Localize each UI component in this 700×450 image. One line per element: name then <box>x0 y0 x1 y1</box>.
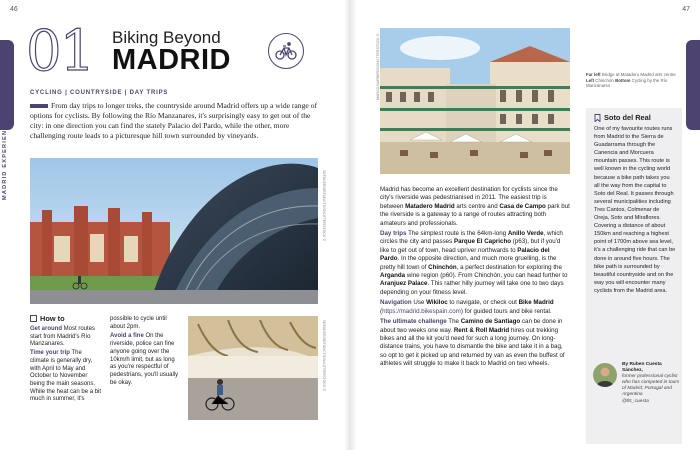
caption-text-left: Chinchón <box>594 77 616 83</box>
how-to-heading <box>30 314 102 323</box>
caption-label-left: Left <box>586 77 595 83</box>
wikiloc: Wikiloc <box>426 299 448 307</box>
bridge-photo-illustration <box>30 158 318 304</box>
p2-text-m: . This rather hilly journey will take one to two days depending on your fitness level. <box>380 280 564 296</box>
p3-text-f: ) for guided tours and bike rental. <box>460 307 552 315</box>
how-to-column-2 <box>110 316 182 387</box>
title-line-1: Biking Beyond <box>112 28 221 47</box>
photo-credit-bottom: SEFAKER/DEFUNCTS/SHUTTERSTOCK © <box>322 320 326 392</box>
page-number-right: 47 <box>682 6 690 13</box>
caption-label-bottom: Bottom <box>615 77 631 83</box>
p4-text-e: hires out trekking bikes and all the kit you'd need for such a long journey. On long-distance trains, you have to dismantle the bike and take it in a bag, so opt to get it picked up and returned by van as even the buffest of athletes will struggle to make it back to Madrid on two wheels. <box>380 326 565 368</box>
paragraph-navigation <box>380 299 570 316</box>
p1-text-c: arts centre and <box>454 202 500 210</box>
get-around-block <box>30 326 102 349</box>
paragraph-day-trips <box>380 230 570 297</box>
caption-text-far-left: Bridge at Matadero Madrid arts centre <box>600 72 676 77</box>
camino-de-santiago: Camino de Santiago <box>460 318 521 326</box>
intro-text: From day trips to longer treks, the countryside around Madrid offers up a wide range of options for cyclists. By following the Río Manzanares, it's surprisingly easy to get out of the city: in one direction you can find the stately Palacio del Pardo, while the other, more challenging route leads to a picturesque hill town surrounded by vineyards. <box>30 101 317 140</box>
p4-text-c: can be done in about two weeks one way. <box>380 318 563 334</box>
gutter-shadow <box>344 0 356 450</box>
p1-text-a: Madrid has become an excellent destination for cyclists since the city's riverside was pedestrianised in 2011. The easiest trip is between <box>380 186 558 210</box>
bike-madrid: Bike Madrid <box>518 299 554 307</box>
sidebar-heading <box>594 113 651 122</box>
author-handle: @ftc_cuesta <box>622 398 649 404</box>
caption-text-bottom: Cycling by the Río Manzanares <box>586 77 668 89</box>
p4-text-a: The <box>446 318 461 326</box>
paragraph-intro <box>380 186 570 228</box>
palacio-del-pardo: Palacio del Pardo <box>380 246 550 263</box>
time-trip-label: Time your trip <box>30 350 70 357</box>
matadero-madrid: Matadero Madrid <box>405 202 455 210</box>
day-trips-label: Day trips <box>380 230 407 238</box>
right-body-text <box>380 186 570 371</box>
plaza-photo-illustration <box>380 28 570 174</box>
how-to-column-1 <box>30 314 102 404</box>
side-label-left: MADRID EXPERIENCES <box>2 114 8 200</box>
avoid-fine-text: On the riverside, police can fine anyone going over the 10km/h limit, but as long as you're respectful of pedestrians, you'll usually be okay. <box>110 333 179 386</box>
p2-text-g: . In the opposite direction, and much more gruelling, is the pretty hill town of <box>380 255 557 271</box>
avoid-fine-label: Avoid a fine <box>110 333 144 340</box>
photo-chinchon-plaza <box>380 28 570 174</box>
p2-text-e: (p63), but if you'd like to get out of town, head upriver northwards to <box>380 238 561 254</box>
photo-credit-top: SEFAKER/DEFUNCTS/SHUTTERSTOCK © <box>322 170 326 242</box>
arganda: Arganda <box>380 272 406 280</box>
p2-text-k: wine region (p60). From Chinchón, you can head further to <box>405 272 568 280</box>
author-avatar <box>593 363 617 387</box>
photo-captions <box>586 72 681 89</box>
navigation-label: Navigation <box>380 299 412 307</box>
intro-bar <box>30 104 48 108</box>
how-to-heading-text: How to <box>40 314 65 323</box>
side-tab-right <box>686 40 700 130</box>
photo-cyclist-river <box>188 316 318 420</box>
time-trip-block <box>30 350 102 404</box>
avoid-fine-block <box>110 333 182 387</box>
paragraph-ultimate-challenge <box>380 318 570 368</box>
ultimate-challenge-label: The ultimate challenge <box>380 318 447 326</box>
page-number-left: 46 <box>10 6 18 13</box>
rent-and-roll-madrid: Rent & Roll Madrid <box>453 326 510 334</box>
get-around-text: Most routes start from Madrid's Río Manzanares. <box>30 326 96 348</box>
p3-text-a: Use <box>411 299 427 307</box>
parque-el-capricho: Parque El Capricho <box>453 238 512 246</box>
author-role: former professional cyclist who has competed in tours of Madrid, Portugal and Argentina <box>622 374 680 398</box>
chinchon: Chinchón <box>428 263 457 271</box>
sidebar-heading-text: Soto del Real <box>604 113 651 122</box>
how-to-continued: possible to cycle until about 2pm. <box>110 316 167 330</box>
time-trip-text: The climate is generally dry, with April to May and October to November being the main seasons. While the heat can be a bit much in summer, it's <box>30 350 102 403</box>
author-credit <box>622 362 680 405</box>
chapter-number: 01 <box>26 19 94 84</box>
bicycle-icon <box>274 39 298 63</box>
get-around-label: Get around <box>30 326 63 332</box>
p2-text-a: The simplest route is the 64km-long <box>406 230 508 238</box>
casa-de-campo: Casa de Campo <box>499 202 546 210</box>
bicycle-badge <box>268 33 304 69</box>
square-icon <box>30 315 37 322</box>
photo-credit-right: MARCO BARBERIS/SHUTTERSTOCK © <box>376 33 380 100</box>
category-tags: CYCLING | COUNTRYSIDE | DAY TRIPS <box>30 90 169 96</box>
p1-text-e: park but the riverside is a gateway to a range of routes attracting both amateurs and professionals. <box>380 202 570 227</box>
photo-matadero-bridge <box>30 158 318 304</box>
intro-paragraph <box>30 101 322 141</box>
caption-label-far-left: Far left <box>586 72 601 77</box>
p2-text-c: , which circles the city and passes <box>380 230 563 246</box>
bookmark-icon <box>594 114 601 122</box>
bike-madrid-link[interactable]: https://madrid.bikespain.com <box>382 307 461 315</box>
p2-text-i: , a perfect destination for exploring the <box>456 263 562 271</box>
sidebar-body: One of my favourite routes runs from Madrid to the Sierra de Guadarrama through the Canencia and Morcuera mountain passes. This route is well known in the cycling world because a bike path takes you all the way from the capital to Soto del Real. It passes through several municipalities including Tres Cantos, Colmenar de Oreja, Soto and Miraflores. Covering a distance of about 150km and reaching a highest point of 1700m above sea level, it's a challenging ride that can be done in around five hours. The bike path is surrounded by beautiful countryside and on the way you will encounter many cyclists from the Madrid area. <box>594 126 676 294</box>
p3-text-e: ( <box>380 307 383 315</box>
author-name: By Ruben Cuesta Sánchez, <box>622 362 662 374</box>
aranjuez-palace: Aranjuez Palace <box>380 280 428 288</box>
p3-text-c: to navigate, or check out <box>447 299 519 307</box>
cyclist-photo-illustration <box>188 316 318 420</box>
title-line-2: MADRID <box>112 44 231 76</box>
anillo-verde: Anillo Verde <box>507 230 544 238</box>
avatar-illustration <box>593 363 617 387</box>
